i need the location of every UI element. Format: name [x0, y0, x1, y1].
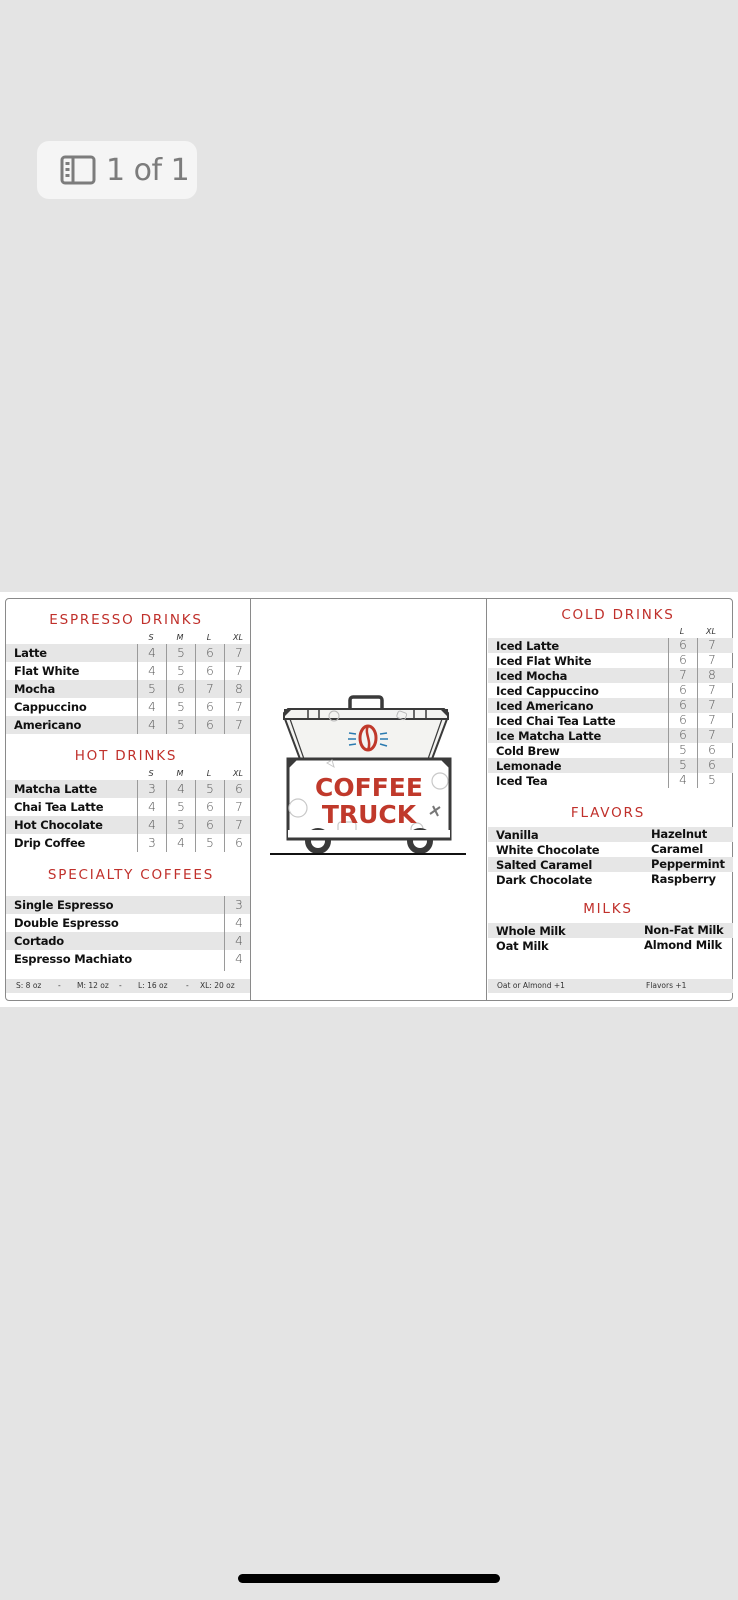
hot-size-headers: S M L XL: [148, 769, 243, 778]
coffee-truck-logo: [252, 689, 487, 869]
hot-drinks-title: HOT DRINKS: [74, 748, 178, 764]
menu-row: Matcha Latte 3 4 5 6: [6, 780, 250, 798]
menu-row: Espresso Machiato 4: [6, 950, 250, 968]
price-divider: [224, 968, 225, 971]
menu-row: Iced Flat White 6 7: [488, 653, 733, 668]
flavor-row: Vanilla Hazelnut: [488, 827, 733, 842]
home-indicator[interactable]: [238, 1574, 500, 1583]
menu-row: Single Espresso 3: [6, 896, 250, 914]
menu-row: Latte 4 5 6 7: [6, 644, 250, 662]
logo-text-truck: TRUCK: [321, 800, 417, 829]
menu-right-column: [488, 599, 733, 1000]
page-indicator[interactable]: [37, 141, 197, 199]
menu-row: Cappuccino 4 5 6 7: [6, 698, 250, 716]
menu-row: Hot Chocolate 4 5 6 7: [6, 816, 250, 834]
menu-row: Iced Cappuccino 6 7: [488, 683, 733, 698]
flavor-row: Dark Chocolate Raspberry: [496, 872, 716, 887]
menu-row: Cold Brew 5 6: [488, 743, 733, 758]
menu-row: Lemonade 5 6: [488, 758, 733, 773]
menu-row: Flat White 4 5 6 7: [6, 662, 250, 680]
menu-logo-column: [252, 599, 487, 1000]
menu-left-column: [6, 599, 251, 1000]
espresso-size-headers: S M L XL: [148, 633, 243, 642]
cold-drinks-title: COLD DRINKS: [561, 607, 675, 623]
page-indicator-label: 1 of 1: [106, 152, 190, 188]
coffee-truck-menu: [5, 598, 733, 1001]
menu-row: Ice Matcha Latte 6 7: [488, 728, 733, 743]
menu-row: Chai Tea Latte 4 5 6 7: [6, 798, 250, 816]
menu-row: Cortado 4: [6, 932, 250, 950]
flavor-row: Salted Caramel Peppermint: [488, 857, 733, 872]
size-footer: S: 8 oz - M: 12 oz - L: 16 oz - XL: 20 oz: [6, 979, 250, 993]
flavor-row: White Chocolate Caramel: [496, 842, 703, 857]
milk-row: Oat Milk Almond Milk: [496, 938, 722, 953]
specialty-coffees-title: SPECIALTY COFFEES: [47, 867, 215, 883]
espresso-drinks-title: ESPRESSO DRINKS: [49, 612, 203, 628]
menu-row: Iced Tea 4 5: [488, 773, 733, 788]
flavors-title: FLAVORS: [570, 805, 646, 821]
extras-footer: Oat or Almond +1 Flavors +1: [488, 979, 733, 993]
menu-row: Mocha 5 6 7 8: [6, 680, 250, 698]
milks-title: MILKS: [583, 901, 633, 917]
menu-row: Double Espresso 4: [6, 914, 250, 932]
logo-text-coffee: COFFEE: [315, 773, 423, 802]
cold-size-headers: L XL: [679, 627, 716, 636]
milk-row: Whole Milk Non-Fat Milk: [488, 923, 733, 938]
menu-row: Iced Chai Tea Latte 6 7: [488, 713, 733, 728]
menu-row: Iced Mocha 7 8: [488, 668, 733, 683]
menu-row: Iced Latte 6 7: [488, 638, 733, 653]
sidebar-icon: [60, 155, 96, 185]
menu-row: Americano 4 5 6 7: [6, 716, 250, 734]
document-page: [0, 592, 738, 1007]
menu-row: Iced Americano 6 7: [488, 698, 733, 713]
menu-row: Drip Coffee 3 4 5 6: [6, 834, 250, 852]
